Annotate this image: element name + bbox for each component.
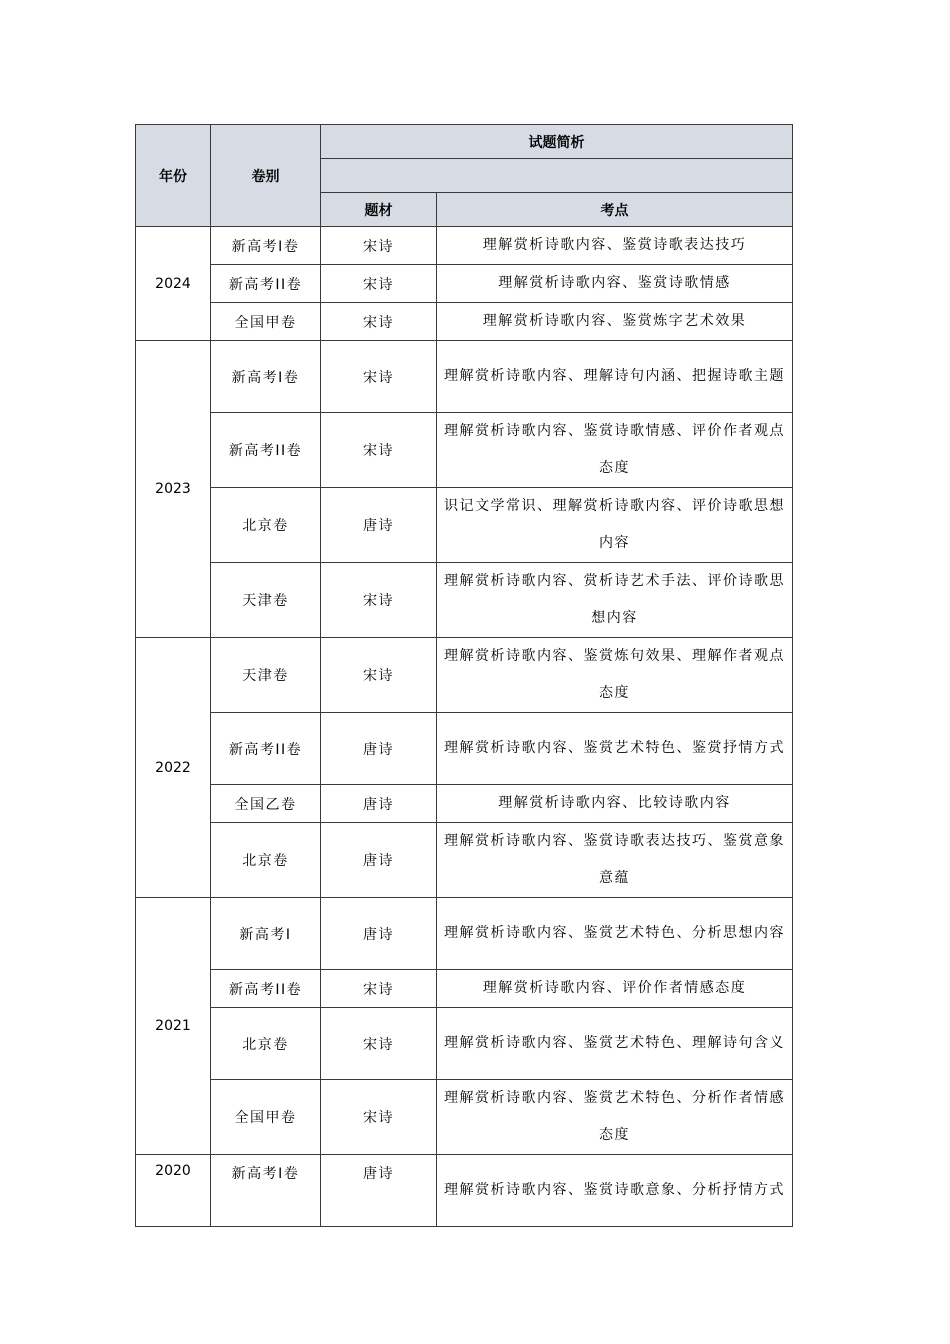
material-cell: 唐诗 <box>321 785 437 823</box>
material-cell: 宋诗 <box>321 1080 437 1155</box>
material-cell: 唐诗 <box>321 898 437 970</box>
table-row <box>136 341 793 413</box>
points-cell: 理解赏析诗歌内容、鉴赏艺术特色、分析作者情感态度 <box>437 1080 793 1155</box>
points-cell: 理解赏析诗歌内容、鉴赏诗歌表达技巧、鉴赏意象意蕴 <box>437 823 793 898</box>
table-row <box>136 785 793 823</box>
header-year: 年份 <box>136 125 211 227</box>
year-cell: 2022 <box>136 638 211 898</box>
points-cell: 理解赏析诗歌内容、鉴赏诗歌情感、评价作者观点态度 <box>437 413 793 488</box>
volume-cell: 新高考Ⅰ卷 <box>211 227 321 265</box>
volume-cell: 北京卷 <box>211 823 321 898</box>
table-row <box>136 1155 793 1227</box>
table-row <box>136 970 793 1008</box>
table-row <box>136 413 793 488</box>
points-cell: 理解赏析诗歌内容、理解诗句内涵、把握诗歌主题 <box>437 341 793 413</box>
year-cell: 2023 <box>136 341 211 638</box>
volume-cell: 全国甲卷 <box>211 1080 321 1155</box>
material-cell: 宋诗 <box>321 341 437 413</box>
volume-cell: 全国乙卷 <box>211 785 321 823</box>
year-cell: 2020 <box>136 1155 211 1227</box>
volume-cell: 新高考Ⅰ卷 <box>211 341 321 413</box>
points-cell: 理解赏析诗歌内容、鉴赏艺术特色、鉴赏抒情方式 <box>437 713 793 785</box>
points-cell: 理解赏析诗歌内容、鉴赏诗歌情感 <box>437 265 793 303</box>
volume-cell: 全国甲卷 <box>211 303 321 341</box>
points-cell: 理解赏析诗歌内容、鉴赏炼句效果、理解作者观点态度 <box>437 638 793 713</box>
volume-cell: 北京卷 <box>211 1008 321 1080</box>
volume-cell: 新高考Ⅰ <box>211 898 321 970</box>
exam-analysis-table <box>135 124 793 1227</box>
table-row <box>136 563 793 638</box>
volume-cell: 新高考II卷 <box>211 265 321 303</box>
points-cell: 理解赏析诗歌内容、鉴赏艺术特色、理解诗句含义 <box>437 1008 793 1080</box>
header-analysis: 试题简析 <box>321 125 793 159</box>
material-cell: 宋诗 <box>321 1008 437 1080</box>
points-cell: 理解赏析诗歌内容、鉴赏炼字艺术效果 <box>437 303 793 341</box>
header-points: 考点 <box>437 193 793 227</box>
table-row <box>136 265 793 303</box>
points-cell: 理解赏析诗歌内容、比较诗歌内容 <box>437 785 793 823</box>
points-cell: 识记文学常识、理解赏析诗歌内容、评价诗歌思想内容 <box>437 488 793 563</box>
points-cell: 理解赏析诗歌内容、鉴赏艺术特色、分析思想内容 <box>437 898 793 970</box>
material-cell: 宋诗 <box>321 970 437 1008</box>
table-row <box>136 638 793 713</box>
material-cell: 宋诗 <box>321 563 437 638</box>
material-cell: 宋诗 <box>321 227 437 265</box>
volume-cell: 北京卷 <box>211 488 321 563</box>
header-material: 题材 <box>321 193 437 227</box>
year-cell: 2021 <box>136 898 211 1155</box>
header-blank <box>321 159 793 193</box>
volume-cell: 天津卷 <box>211 563 321 638</box>
material-cell: 唐诗 <box>321 823 437 898</box>
table-row <box>136 1080 793 1155</box>
volume-cell: 天津卷 <box>211 638 321 713</box>
points-cell: 理解赏析诗歌内容、鉴赏诗歌表达技巧 <box>437 227 793 265</box>
volume-cell: 新高考II卷 <box>211 970 321 1008</box>
table-row <box>136 1008 793 1080</box>
points-cell: 理解赏析诗歌内容、评价作者情感态度 <box>437 970 793 1008</box>
table-row <box>136 303 793 341</box>
material-cell: 宋诗 <box>321 265 437 303</box>
material-cell: 唐诗 <box>321 488 437 563</box>
table-row <box>136 823 793 898</box>
table-row <box>136 898 793 970</box>
volume-cell: 新高考II卷 <box>211 413 321 488</box>
material-cell: 唐诗 <box>321 713 437 785</box>
header-volume: 卷别 <box>211 125 321 227</box>
volume-cell: 新高考Ⅰ卷 <box>211 1155 321 1227</box>
table-row <box>136 227 793 265</box>
points-cell: 理解赏析诗歌内容、赏析诗艺术手法、评价诗歌思想内容 <box>437 563 793 638</box>
points-cell: 理解赏析诗歌内容、鉴赏诗歌意象、分析抒情方式 <box>437 1155 793 1227</box>
material-cell: 宋诗 <box>321 303 437 341</box>
material-cell: 宋诗 <box>321 413 437 488</box>
year-cell: 2024 <box>136 227 211 341</box>
volume-cell: 新高考II卷 <box>211 713 321 785</box>
material-cell: 宋诗 <box>321 638 437 713</box>
table-row <box>136 713 793 785</box>
table-row <box>136 488 793 563</box>
material-cell: 唐诗 <box>321 1155 437 1227</box>
